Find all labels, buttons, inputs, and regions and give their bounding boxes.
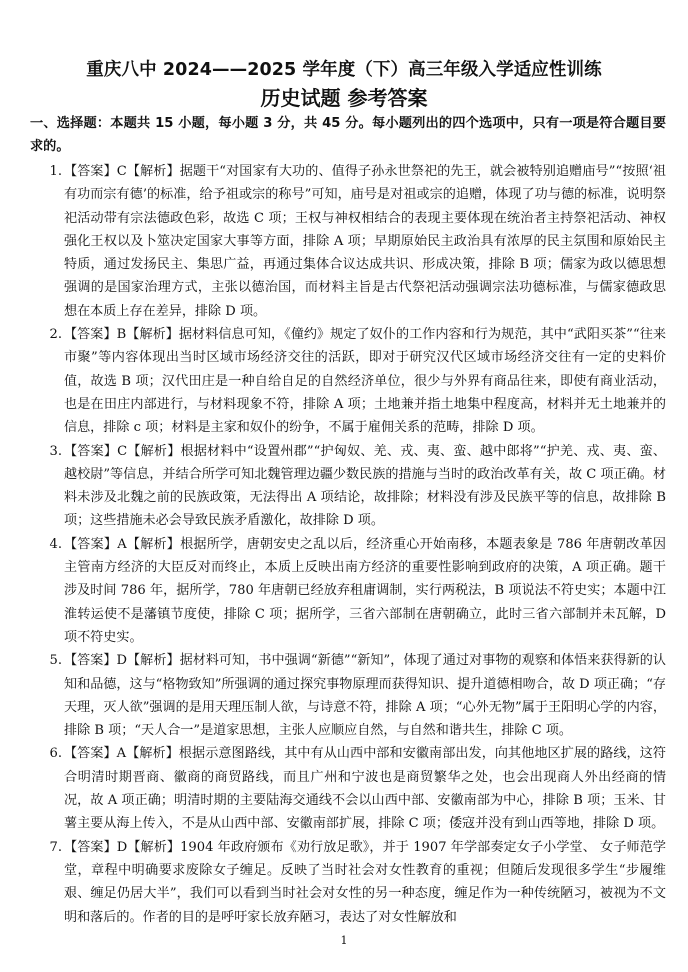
- page-number: 1: [340, 934, 348, 947]
- answer-text: 【答案】A【解析】根据所学，唐朝安史之乱以后，经济重心开始南移，本题表象是 786 年唐朝改革因主管南方经济的大臣反对而终止，本质上反映出南方经济的重要性影响到政府的决策，A 项正确。题干涉及时间 786 年，据所学，780 年唐朝已经放弃租庸调制，实行两税法，B 项说法不符史实；本题中江淮转运使不是藩镇节度使，排除 C 项；据所学，三省六部制在唐朝确立，此时三省六部制并未瓦解，D 项不符史实。: [64, 536, 666, 645]
- answer-item-5: [49, 649, 666, 742]
- answer-number: 5.: [49, 653, 62, 669]
- answer-list: [0, 160, 688, 929]
- answer-text: 【答案】A【解析】根据示意图路线，其中有从山西中部和安徽南部出发，向其他地区扩展的路线，这符合明清时期晋商、徽商的商贸路线，而且广州和宁波也是商贸繁华之处，也会出现商人外出经商的情况，故 A 项正确；明清时期的主要陆海交通线不会以山西中部、安徽南部为中心，排除 B 项；玉米、甘薯主要从海上传入，不是从山西中部、安徽南部扩展，排除 C 项；倭寇并没有到山西等地，排除 D 项。: [64, 746, 666, 832]
- answer-number: 7.: [49, 839, 62, 855]
- answer-item-1: [49, 160, 666, 323]
- answer-item-6: [49, 742, 666, 835]
- answer-item-2: [49, 323, 666, 439]
- document-subtitle: 历史试题 参考答案: [260, 86, 428, 110]
- answer-text: 【答案】D【解析】据材料可知，书中强调“新德”“新知”，体现了通过对事物的观察和体悟来获得新的认知和品德，这与“格物致知”所强调的通过探究事物原理而获得知识、提升道德相吻合，故 D 项正确；“存天理，灭人欲”强调的是用天理压制人欲，与诗意不符，排除 A 项；“心外无物”属于王阳明心学的内容，排除 B 项；“天人合一”是道家思想，主张人应顺应自然，与自然和谐共生，排除 C 项。: [64, 653, 666, 739]
- answer-text: 【答案】D【解析】1904 年政府颁布《劝行放足歌》，并于 1907 年学部奏定女子小学堂、 女子师范学堂，章程中明确要求废除女子缠足。反映了当时社会对女性教育的重视；但随后发现很多学生“步履维艰、缠足仍居大半”，我们可以看到当时社会对女性的另一种态度，缠足作为一种传统陋习，被视为不文明和落后的。作者的目的是呼吁家长放弃陋习，表达了对女性解放和: [64, 839, 666, 925]
- answer-text: 【答案】C【解析】据题干“对国家有大功的、值得子孙永世祭祀的先王，就会被特别追赠庙号”“按照‘祖有功而宗有德’的标准，给予祖或宗的称号”可知，庙号是对祖或宗的追赠，体现了功与德的标准，说明祭祀活动带有宗法德政色彩，故选 C 项；王权与神权相结合的表现主要体现在统治者主持祭祀活动、神权强化王权以及卜筮决定国家大事等方面，排除 A 项；早期原始民主政治具有浓厚的民主氛围和原始民主特质，通过发扬民主、集思广益，再通过集体合议达成共识、形成决策，排除 B 项；儒家为政以德思想强调的是国家治理方式，主张以德治国，而材料主旨是古代祭祀活动强调宗法功德标准，与儒家德政思想在本质上存在差异，排除 D 项。: [64, 164, 666, 319]
- answer-text: 【答案】C【解析】根据材料中“设置州郡”“护匈奴、羌、戎、夷、蛮、越中郎将”“护羌、戎、夷、蛮、越校尉”等信息，并结合所学可知北魏管理边疆少数民族的措施与当时的政治改革有关，故 C 项正确。材料未涉及北魏之前的民族政策，无法得出 A 项结论，故排除；材料没有涉及民族平等的信息，故排除 B 项；这些措施未必会导致民族矛盾激化，故排除 D 项。: [64, 443, 666, 529]
- answer-item-4: [49, 533, 666, 649]
- document-title: 重庆八中 2024——2025 学年度（下）高三年级入学适应性训练: [86, 60, 602, 80]
- answer-number: 3.: [49, 443, 62, 459]
- answer-item-7: [49, 836, 666, 929]
- answer-item-3: [49, 440, 666, 533]
- answer-number: 4.: [49, 536, 62, 552]
- answer-text: 【答案】B【解析】据材料信息可知，《僮约》规定了奴仆的工作内容和行为规范，其中“武阳买茶”“往来市聚”等内容体现出当时区域市场经济交往的活跃，即对于研究汉代区域市场经济交往有一定的史料价值，故选 B 项；汉代田庄是一种自给自足的自然经济单位，很少与外界有商品往来，即使有商业活动，也是在田庄内部进行，与材料现象不符，排除 A 项；土地兼并指土地集中程度高，材料并无土地兼并的信息，排除 c 项；材料是主家和奴仆的纷争，不属于雇佣关系的范畴，排除 D 项。: [64, 327, 666, 436]
- answer-number: 2.: [49, 327, 62, 343]
- answer-number: 1.: [49, 164, 62, 179]
- section-heading: 一、选择题：本题共 15 小题，每小题 3 分，共 45 分。每小题列出的四个选项中，只有一项是符合题目要求的。: [30, 116, 666, 154]
- answer-number: 6.: [49, 746, 62, 762]
